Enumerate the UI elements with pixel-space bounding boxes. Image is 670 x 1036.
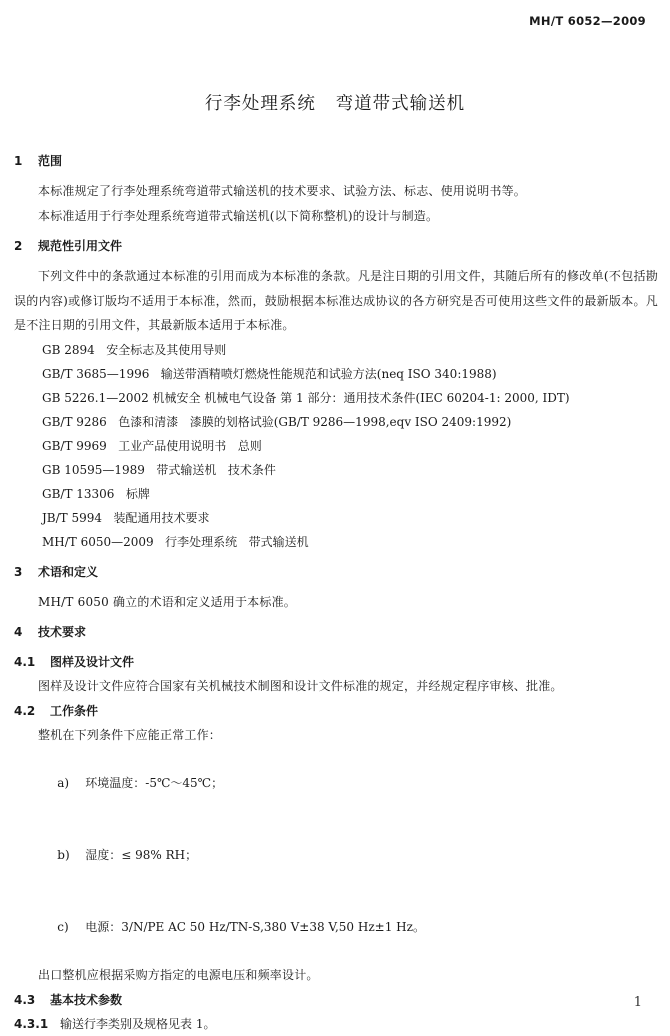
subsection-number: 4.1: [14, 655, 36, 669]
reference-item: GB 2894 安全标志及其使用导则: [42, 342, 227, 357]
subsection-heading-4-3: [14, 988, 658, 1012]
section-heading-4: [14, 620, 658, 644]
paragraph: 下列文件中的条款通过本标准的引用而成为本标准的条款。凡是注日期的引用文件，其随后所有的修改单(不包括勘误的内容)或修订版均不适用于本标准，然而，鼓励根据本标准达成协议的各方研究是否可使用这些文件的最新版本。凡是不注日期的引用文件，其最新版本适用于本标准。: [14, 269, 658, 332]
section-heading-2: [14, 234, 658, 258]
section-number: 1: [14, 154, 23, 168]
section-number: 4: [14, 625, 23, 639]
section-title: 技术要求: [38, 625, 87, 639]
list-item: [14, 747, 658, 819]
document-body: [14, 149, 658, 1036]
reference-item: GB/T 3685—1996 输送带酒精喷灯燃烧性能规范和试验方法(neq ISO 340:1988): [42, 366, 497, 381]
paragraph: 图样及设计文件应符合国家有关机械技术制图和设计文件标准的规定，并经规定程序审核、批准。: [38, 679, 563, 693]
list-label: b): [57, 848, 70, 862]
section-title: 术语和定义: [38, 564, 99, 579]
reference-item: JB/T 5994 装配通用技术要求: [42, 510, 210, 525]
reference-item: GB 10595—1989 带式输送机 技术条件: [42, 462, 276, 477]
section-heading-1: [14, 149, 658, 173]
list-text: 电源：3/N/PE AC 50 Hz/TN-S,380 V±38 V,50 Hz±1 Hz。: [85, 920, 425, 934]
paragraph: 本标准适用于行李处理系统弯道带式输送机(以下简称整机)的设计与制造。: [38, 208, 439, 223]
section-heading-3: [14, 560, 658, 584]
standard-code: MH/T 6052—2009: [529, 14, 646, 28]
clause-text: 输送行李类别及规格见表 1。: [60, 1016, 216, 1031]
paragraph: 出口整机应根据采购方指定的电源电压和频率设计。: [38, 968, 319, 982]
reference-item: GB/T 9969 工业产品使用说明书 总则: [42, 438, 262, 453]
subsection-title: 工作条件: [50, 703, 99, 718]
section-number: 2: [14, 239, 23, 253]
document-title: 行李处理系统 弯道带式输送机: [204, 94, 466, 114]
section-number: 3: [14, 564, 23, 579]
list-label: c): [57, 920, 69, 934]
section-title: 规范性引用文件: [38, 239, 123, 253]
subsection-number: 4.2: [14, 703, 36, 718]
reference-item: GB/T 13306 标牌: [42, 486, 150, 501]
clause-number: 4.3.1: [14, 1016, 49, 1031]
subsection-heading-4-1: [14, 650, 658, 674]
page-number: 1: [633, 995, 642, 1010]
list-text: 湿度：≤ 98% RH；: [85, 848, 198, 862]
list-text: 环境温度：-5℃～45℃；: [85, 776, 224, 790]
list-item: [14, 891, 658, 963]
subsection-number: 4.3: [14, 992, 36, 1007]
subsection-heading-4-2: [14, 699, 658, 723]
paragraph: MH/T 6050 确立的术语和定义适用于本标准。: [38, 594, 296, 609]
list-item: [14, 819, 658, 891]
reference-item: GB 5226.1—2002 机械安全 机械电气设备 第 1 部分：通用技术条件(IEC 60204-1: 2000, IDT): [42, 390, 570, 405]
reference-item: GB/T 9286 色漆和清漆 漆膜的划格试验(GB/T 9286—1998,eqv ISO 2409:1992): [42, 414, 512, 429]
reference-item: MH/T 6050—2009 行李处理系统 带式输送机: [42, 534, 309, 549]
list-label: a): [57, 776, 70, 790]
paragraph: 本标准规定了行李处理系统弯道带式输送机的技术要求、试验方法、标志、使用说明书等。: [38, 184, 527, 198]
subsection-title: 基本技术参数: [50, 992, 123, 1007]
subsection-title: 图样及设计文件: [50, 655, 135, 669]
paragraph: 整机在下列条件下应能正常工作：: [38, 727, 222, 742]
section-title: 范围: [38, 154, 63, 168]
